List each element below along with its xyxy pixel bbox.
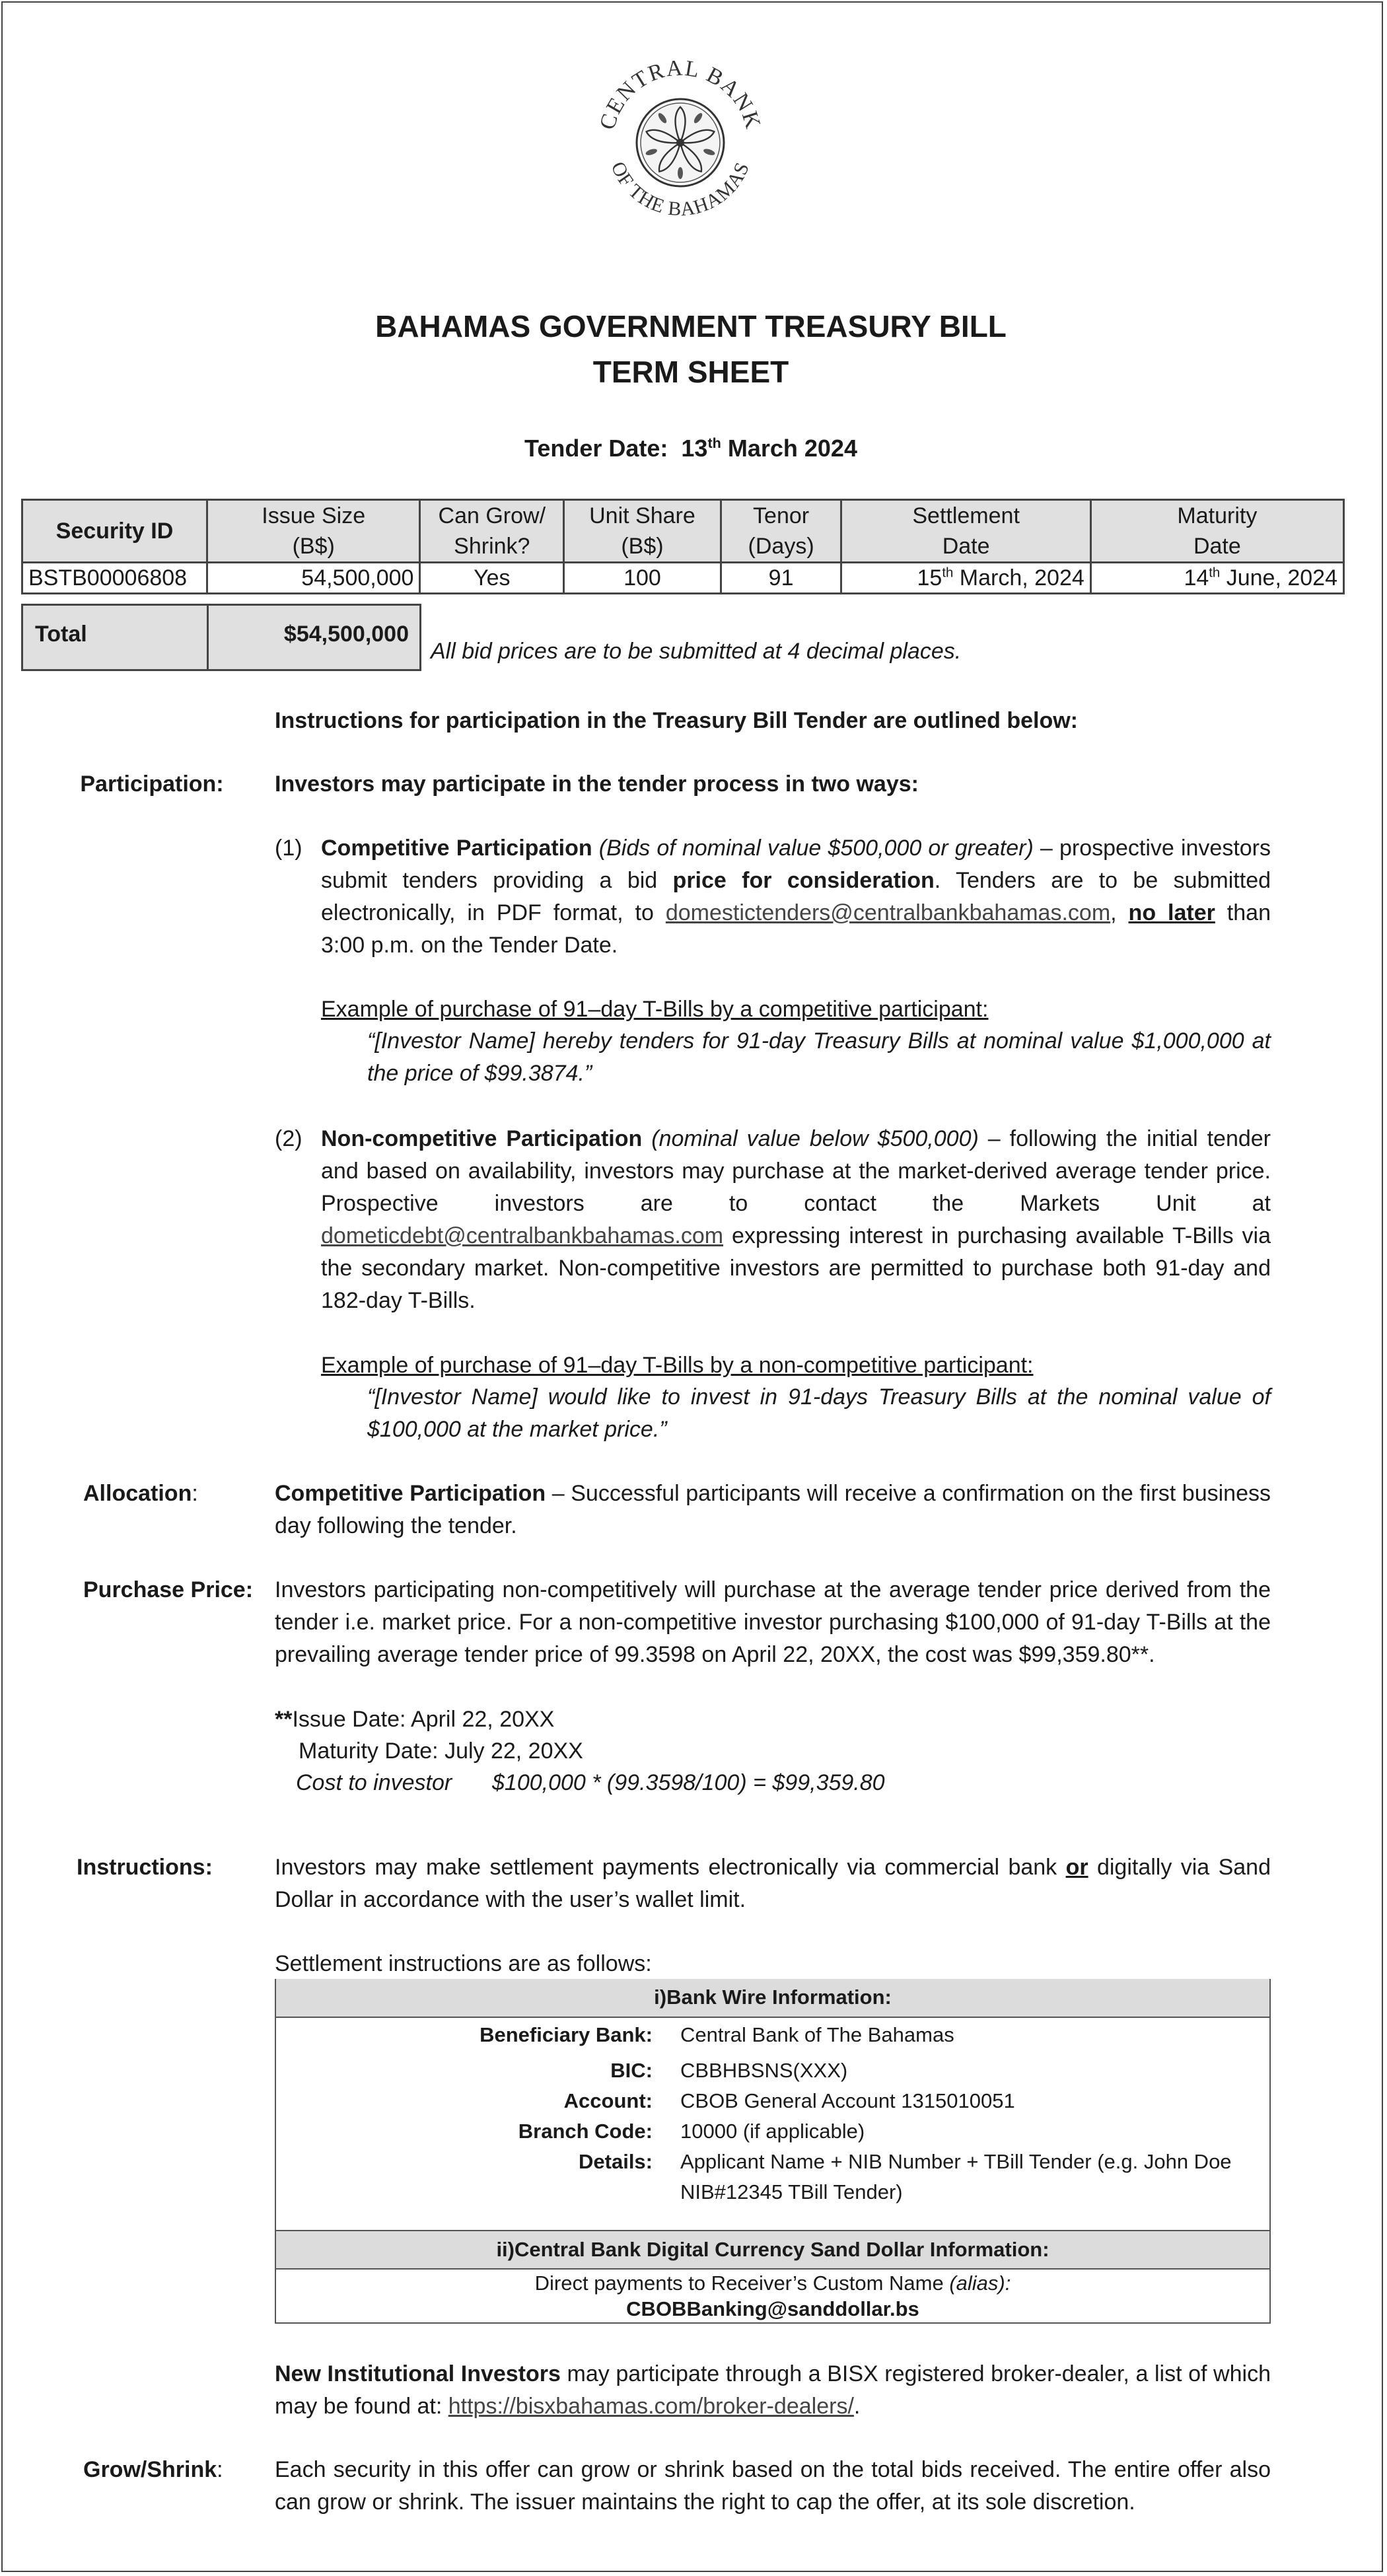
settlement-box	[275, 1979, 1271, 2324]
header-security-id: Security ID	[22, 500, 207, 563]
header-settlement-date: Settlement Date	[841, 500, 1090, 563]
bank-wire-header: i)Bank Wire Information:	[276, 1979, 1269, 2018]
cell-unit-share: 100	[564, 563, 721, 594]
table-header-row	[22, 500, 1344, 563]
header-can-grow: Can Grow/ Shrink?	[420, 500, 564, 563]
instructions-intro: Instructions for participation in the Treasury Bill Tender are outlined below:	[275, 708, 1078, 733]
account-row: Account: CBOB General Account 1315010051	[563, 2089, 1015, 2112]
settlement-lead: Settlement instructions are as follows:	[275, 1951, 652, 1976]
bid-price-note: All bid prices are to be submitted at 4 decimal places.	[431, 639, 962, 664]
allocation-label: Allocation:	[83, 1481, 198, 1506]
beneficiary-row: Beneficiary Bank: Central Bank of The Bahamas	[480, 2023, 954, 2046]
non-competitive-example-heading: Example of purchase of 91–day T-Bills by a non-competitive participant:	[321, 1353, 1034, 1378]
grow-shrink-text: Each security in this offer can grow or shrink based on the total bids received. The entire offer also can grow or shrink. The issuer maintains the right to cap the offer, at its sole discretion.	[275, 2457, 1271, 2515]
central-bank-logo	[581, 44, 779, 242]
header-issue-size: Issue Size (B$)	[207, 500, 420, 563]
cell-issue-size: 54,500,000	[207, 563, 420, 594]
participation-label: Participation:	[80, 771, 224, 797]
instructions-label: Instructions:	[77, 1855, 213, 1880]
cell-security-id: BSTB00006808	[22, 563, 207, 594]
security-table	[21, 499, 1345, 594]
sand-dollar-email: CBOBBanking@sanddollar.bs	[626, 2297, 919, 2320]
competitive-participation-text: Competitive Participation (Bids of nominal value $500,000 or greater) – prospective investors submit tenders providing a bid price for consideration. Tenders are to be submitted electronically, in PDF format, to domestictenders@centralbankbahamas.com, no later than 3:00 p.m. on the Tender Date.	[321, 836, 1271, 958]
total-label-cell: Total	[21, 604, 209, 671]
bic-row: BIC: CBBHBSNS(XXX)	[610, 2059, 848, 2082]
grow-shrink-label: Grow/Shrink:	[83, 2457, 223, 2482]
cost-formula: $100,000 * (99.3598/100) = $99,359.80	[492, 1770, 885, 1795]
item-number-2: (2)	[275, 1126, 302, 1151]
cost-label: Cost to investor	[296, 1770, 452, 1795]
broker-dealers-link[interactable]: https://bisxbahamas.com/broker-dealers/	[448, 2394, 854, 2419]
document-title: BAHAMAS GOVERNMENT TREASURY BILL	[375, 309, 1007, 343]
details-row: Details: Applicant Name + NIB Number + TBill Tender (e.g. John Doe NIB#12345 TBill Tender)	[579, 2150, 1232, 2203]
svg-text:OF THE BAHAMAS: OF THE BAHAMAS	[606, 158, 754, 221]
allocation-text: Competitive Participation – Successful participants will receive a confirmation on the first business day following the tender.	[275, 1481, 1271, 1538]
debt-email-link[interactable]: dometicdebt@centralbankbahamas.com	[321, 1223, 724, 1248]
non-competitive-example-quote: “[Investor Name] would like to invest in 91-days Treasury Bills at the nominal value of $100,000 at the market price.”	[367, 1384, 1271, 1442]
cell-tenor: 91	[721, 563, 841, 594]
competitive-example-heading: Example of purchase of 91–day T-Bills by a competitive participant:	[321, 997, 989, 1022]
sand-dollar-line: Direct payments to Receiver’s Custom Name (alias):	[534, 2272, 1011, 2295]
purchase-price-label: Purchase Price:	[83, 1577, 254, 1602]
header-unit-share: Unit Share (B$)	[564, 500, 721, 563]
issue-date-note: **Issue Date: April 22, 20XX	[275, 1707, 555, 1732]
cell-settlement-date: 15th March, 2024	[841, 563, 1090, 594]
tender-email-link[interactable]: domestictenders@centralbankbahamas.com	[665, 900, 1111, 925]
header-maturity-date: Maturity Date	[1090, 500, 1343, 563]
table-row	[22, 563, 1344, 594]
cell-can-grow: Yes	[420, 563, 564, 594]
non-competitive-participation-text: Non-competitive Participation (nominal value below $500,000) – following the initial tender and based on availability, investors may purchase at the market-derived average tender price. Prospective investors are to contact the Markets Unit at dometicdebt@centralbankbahamas.com expressing interest in purchasing available T-Bills via the secondary market. Non-competitive investors are permitted to purchase both 91-day and 182-day T-Bills.	[321, 1126, 1271, 1313]
branch-code-row: Branch Code: 10000 (if applicable)	[518, 2120, 865, 2143]
instructions-text: Investors may make settlement payments electronically via commercial bank or digitally via Sand Dollar in accordance with the user’s wallet limit.	[275, 1855, 1271, 1912]
tender-date: Tender Date: 13th March 2024	[524, 435, 857, 462]
purchase-price-text: Investors participating non-competitively will purchase at the average tender price derived from the tender i.e. market price. For a non-competitive investor purchasing $100,000 of 91-day T-Bills at the prevailing average tender price of 99.3598 on April 22, 20XX, the cost was $99,359.80**.	[275, 1577, 1271, 1667]
sand-dollar-header: ii)Central Bank Digital Currency Sand Dollar Information:	[276, 2230, 1269, 2270]
competitive-example-quote: “[Investor Name] hereby tenders for 91-day Treasury Bills at nominal value $1,000,000 at the price of $99.3874.”	[367, 1028, 1271, 1086]
cell-maturity-date: 14th June, 2024	[1090, 563, 1343, 594]
total-value-cell: $54,500,000	[207, 604, 421, 671]
item-number-1: (1)	[275, 836, 302, 861]
participation-lead: Investors may participate in the tender process in two ways:	[275, 771, 919, 797]
maturity-date-note: Maturity Date: July 22, 20XX	[299, 1738, 583, 1764]
new-institutional-investors-text: New Institutional Investors may participate through a BISX registered broker-dealer, a list of which may be found at: https://bisxbahamas.com/broker-dealers/.	[275, 2361, 1271, 2419]
header-tenor: Tenor (Days)	[721, 500, 841, 563]
svg-text:CENTRAL BANK: CENTRAL BANK	[595, 55, 765, 133]
document-subtitle: TERM SHEET	[592, 355, 789, 389]
